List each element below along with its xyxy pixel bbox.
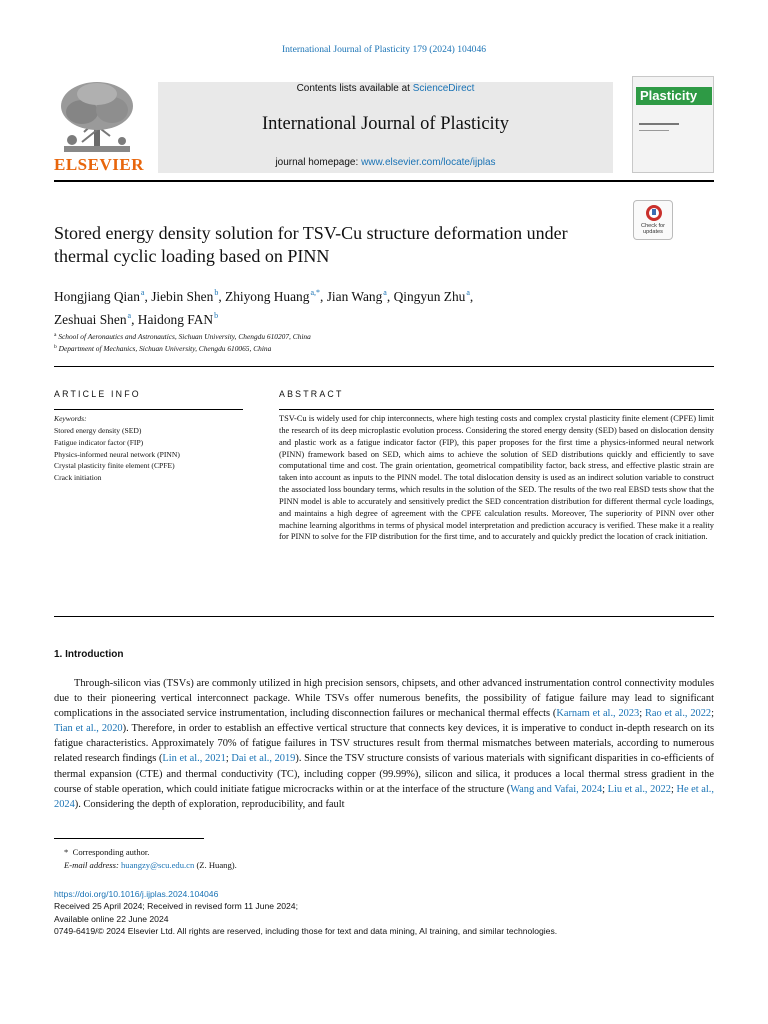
email-note (54, 859, 237, 872)
author[interactable]: Zeshuai Shen (54, 312, 127, 327)
citation-link[interactable]: Lin et al., 2021 (162, 753, 226, 765)
contents-line (158, 83, 613, 94)
footnote-mark: * (64, 847, 69, 857)
keyword: Fatigue indicator factor (FIP) (54, 437, 144, 447)
author[interactable]: Haidong FAN (137, 312, 214, 327)
citation-link[interactable]: Dai et al., 2019 (231, 753, 296, 765)
crossmark-icon (646, 205, 662, 221)
author[interactable]: Qingyun Zhu (393, 289, 466, 304)
received-dates: Received 25 April 2024; Received in revised form 11 June 2024; (54, 901, 298, 912)
contents-prefix: Contents lists available at (296, 83, 413, 94)
paragraph-text: Through-silicon vias (TSVs) are commonly utilized in high precision sensors, chipsets, and other advanced instrumentation control connectivity modules due to their pioneering vertical interconnect package. While TSVs offer numerous benefits, the possibility of fatigue failure may lead to significant complications in the associated service instrumentation, including disconnection failures or mechanical thermal effects ( (54, 678, 714, 720)
citation-link[interactable]: Wang and Vafai, 2024 (510, 783, 603, 795)
abstract-rule (279, 409, 714, 410)
homepage-prefix: journal homepage: (275, 157, 362, 168)
crossmark-line1: Check for (641, 223, 665, 229)
header-rule (54, 180, 714, 182)
homepage-link[interactable]: www.elsevier.com/locate/ijplas (361, 157, 496, 168)
paragraph-text: ). Considering the depth of exploration, reproducibility, and fault (74, 798, 345, 810)
abstract-text: TSV-Cu is widely used for chip interconnects, where high testing costs and complex crystal plasticity finite element (CPFE) limit the research of its deep microplastic evolution process. Considering the stored energy density (SED) based on dislocation density and plastic work as a fatigue indicator factor (FIP), this paper proposes for the first time a physics-informed neural network (PINN) framework based on SED, which aims to achieve the solution of SED distributions quickly and efficiently to save computational time and cost. The grain orientation, geometrical compatibility factor, back stress, and effective plastic strain are taken into account as inputs to the PINN model. The total dislocation density is used as an indirect solution variable to construct the associated loss boundary terms, which results in the solution of the SED. The results of the two real EBSD tests show that the PINN model is able to accurately and sensitively predict the SED concentration distribution for different thermal cycle loadings, and maintains a high degree of agreement with the CPFE calculation results. Moreover, The superiority of PINN over other machine learning algorithms in terms of physical model interpretation and prediction accuracy is verified. These make it a reality for PINN to solve for the FIP distribution for the first time, and to accurately and quickly predict the location of crack initiation. (279, 414, 714, 542)
corresponding-author-note (54, 846, 237, 859)
check-for-updates-badge[interactable] (633, 200, 673, 240)
citation-separator: ; (670, 783, 677, 795)
copyright-line: 0749-6419/© 2024 Elsevier Ltd. All rights are reserved, including those for text and data mining, AI training, and similar technologies. (54, 926, 558, 937)
article-info-heading: ARTICLE INFO (54, 389, 141, 399)
paper-title: Stored energy density solution for TSV-Cu structure deformation under thermal cyclic loading based on PINN (54, 223, 568, 266)
author[interactable]: Jiebin Shen (151, 289, 214, 304)
keyword-list (54, 425, 180, 484)
author-list: Hongjiang Qian$^a$, Jiebin Shen$^b$, Zhiyong Huang$^{a,*}$, Jian Wang$^a$, Qingyun Zhu$^a$, Zeshuai Shen$^a$, Haidong FAN$^b$ (54, 288, 474, 327)
paragraph-text: ). Therefore, in order to establish an effective vertical structure that connects key devices, it is imperative to conduct in-depth research on its fatigue characteristics. Approximately 70% of fatigue failures in TSV structures result from thermal mismatches between materials, according to numerous related research findings ( (54, 723, 714, 765)
citation-link[interactable]: Tian et al., 2020 (54, 723, 123, 735)
affiliation (54, 344, 271, 353)
keywords-label: Keywords: (54, 414, 87, 423)
abstract-bottom-rule (54, 616, 714, 617)
email-label: E-mail address: (64, 860, 119, 870)
journal-reference[interactable]: International Journal of Plasticity 179 (2024) 104046 (281, 44, 487, 55)
article-metadata (54, 888, 557, 938)
citation-separator: ; (711, 708, 714, 720)
crossmark-label (634, 223, 672, 235)
author[interactable]: Zhiyong Huang (225, 289, 310, 304)
author-affiliation-mark[interactable]: a (127, 311, 132, 320)
available-date: Available online 22 June 2024 (54, 913, 169, 924)
crossmark-line2: updates (643, 229, 663, 235)
cover-title: Plasticity (636, 87, 712, 105)
journal-title: International Journal of Plasticity (261, 114, 510, 134)
affiliation (54, 332, 311, 341)
keyword: Crystal plasticity finite element (CPFE) (54, 461, 175, 471)
author-affiliation-mark[interactable]: a (466, 288, 470, 297)
journal-masthead (158, 82, 613, 173)
author-affiliation-mark[interactable]: a (140, 288, 145, 297)
affiliation-mark: a (54, 332, 57, 338)
keyword: Crack initiation (54, 473, 102, 483)
journal-cover-thumbnail[interactable] (632, 76, 714, 173)
paragraph-text: ). Since the TSV structure consists of various materials with significant disparities in co-efficients of thermal expansion (CTE) and thermal conductivity (TC), including copper (99.99%), silicon and silica, it produces a local thermal stress gradient in the course of stable operation, which could initiate fatigue microcracks within or at the interface of the structure ( (54, 753, 714, 795)
citation-link[interactable]: Liu et al., 2022 (607, 783, 671, 795)
section-heading-introduction: 1. Introduction (54, 649, 124, 660)
keyword: Stored energy density (SED) (54, 426, 142, 435)
affiliation-text: School of Aeronautics and Astronautics, Sichuan University, Chengdu 610207, China (58, 332, 311, 341)
corresponding-label: Corresponding author. (72, 847, 150, 857)
doi-link[interactable]: https://doi.org/10.1016/j.ijplas.2024.104046 (54, 889, 219, 899)
citation-link[interactable]: Rao et al., 2022 (644, 708, 712, 720)
author-affiliation-mark[interactable]: a (383, 288, 387, 297)
keyword: Physics-informed neural network (PINN) (54, 449, 180, 459)
cover-text-lines (639, 123, 679, 139)
citation-separator: ; (639, 708, 645, 720)
cover-header-line (637, 81, 711, 85)
citation-separator: ; (225, 753, 232, 765)
citation-link[interactable]: Karnam et al., 2023 (556, 708, 640, 720)
homepage-line (158, 157, 613, 168)
footnote (54, 846, 237, 872)
author[interactable]: Hongjiang Qian (54, 289, 140, 304)
section-rule (54, 366, 714, 367)
author-affiliation-mark[interactable]: b (214, 311, 219, 320)
affiliation-mark: b (54, 344, 57, 350)
affiliation-text: Department of Mechanics, Sichuan University, Chengdu 610065, China (58, 344, 272, 353)
email-link[interactable]: huangzy@scu.edu.cn (120, 860, 195, 870)
sciencedirect-link[interactable]: ScienceDirect (412, 83, 475, 94)
footnote-rule (54, 838, 204, 839)
elsevier-wordmark[interactable]: ELSEVIER (54, 155, 144, 174)
author-affiliation-mark[interactable]: a,* (310, 288, 321, 297)
author-affiliation-mark[interactable]: b (214, 288, 219, 297)
article-info-rule (54, 409, 243, 410)
email-suffix: (Z. Huang). (194, 860, 237, 870)
author[interactable]: Jian Wang (326, 289, 383, 304)
citation-separator: ; (602, 783, 608, 795)
introduction-paragraph (54, 676, 714, 812)
citation-link[interactable]: He et al., 2024 (54, 783, 714, 810)
abstract-heading: ABSTRACT (279, 389, 344, 399)
